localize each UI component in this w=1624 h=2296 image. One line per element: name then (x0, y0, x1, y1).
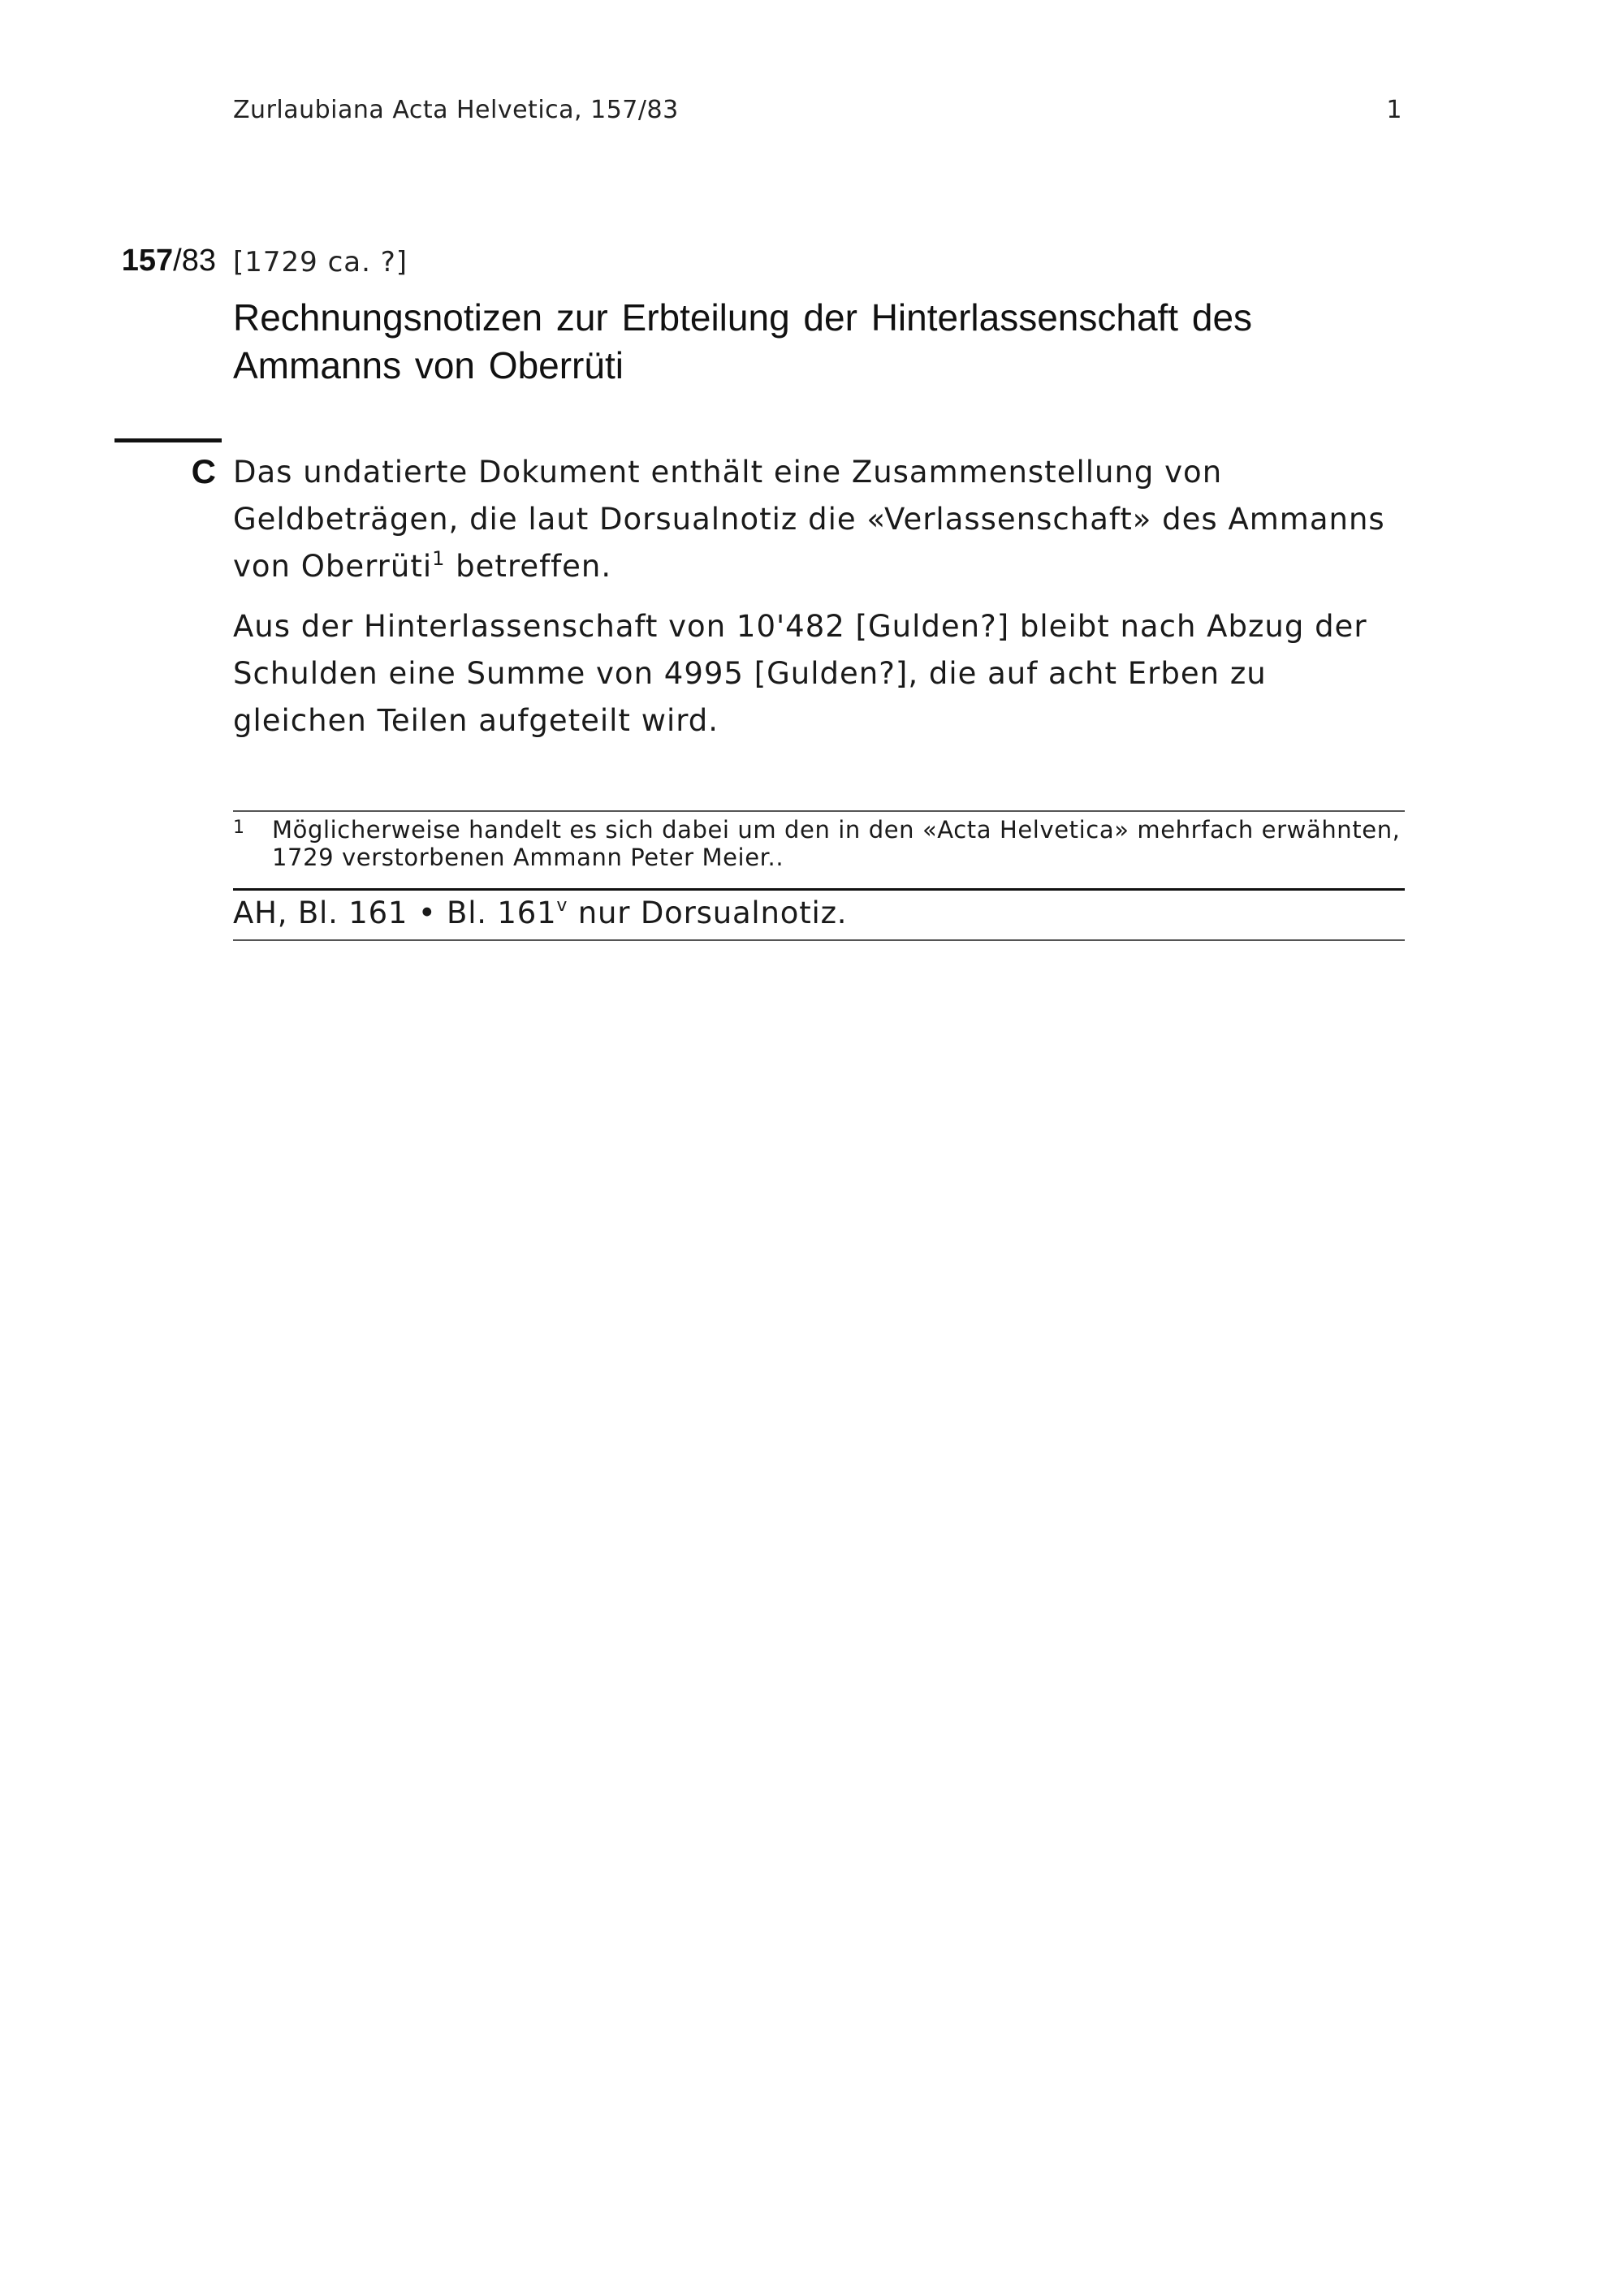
document-title (233, 294, 1402, 390)
paragraph-1-text: Das undatierte Dokument enthält eine Zusammenstellung von Geldbeträgen, die laut Dorsualnotiz die «Verlassenschaft» des Ammanns von Oberrüti (233, 455, 1385, 584)
source-line (233, 891, 1405, 935)
footnote-divider (233, 810, 1405, 812)
margin-rule (114, 438, 222, 442)
section-letter: C (191, 452, 216, 490)
paragraph-1-end: betreffen. (445, 549, 612, 584)
document-number-main: 157 (121, 244, 174, 278)
footnote-reference[interactable]: 1 (432, 547, 446, 570)
source-divider-top (233, 888, 1405, 891)
running-head (233, 96, 1402, 124)
section-body (233, 449, 1402, 757)
document-number (65, 244, 216, 278)
document-number-sub: /83 (173, 244, 216, 278)
document-date: [1729 ca. ?] (233, 246, 408, 278)
document-title-line-2: Ammanns von Oberrüti (233, 344, 624, 386)
document-title-line-1: Rechnungsnotizen zur Erbteilung der Hinterlassenschaft des (233, 296, 1253, 339)
source-superscript: v (556, 896, 568, 916)
footnote-text: Möglicherweise handelt es sich dabei um den in den «Acta Helvetica» mehrfach erwähnten, 1729 verstorbenen Ammann Peter Meier.. (272, 816, 1401, 871)
source-text-end: nur Dorsualnotiz. (568, 896, 848, 930)
paragraph-1 (233, 449, 1402, 590)
page-number: 1 (1386, 96, 1402, 124)
paragraph-2: Aus der Hinterlassenschaft von 10'482 [Gulden?] bleibt nach Abzug der Schulden eine Summe von 4995 [Gulden?], die auf acht Erben zu gleichen Teilen aufgeteilt wird. (233, 609, 1367, 738)
footnote-mark: 1 (233, 818, 245, 838)
running-head-title: Zurlaubiana Acta Helvetica, 157/83 (233, 96, 679, 124)
footnote (233, 816, 1405, 871)
source-divider-bottom (233, 939, 1405, 941)
source-text: AH, Bl. 161 • Bl. 161 (233, 896, 557, 930)
